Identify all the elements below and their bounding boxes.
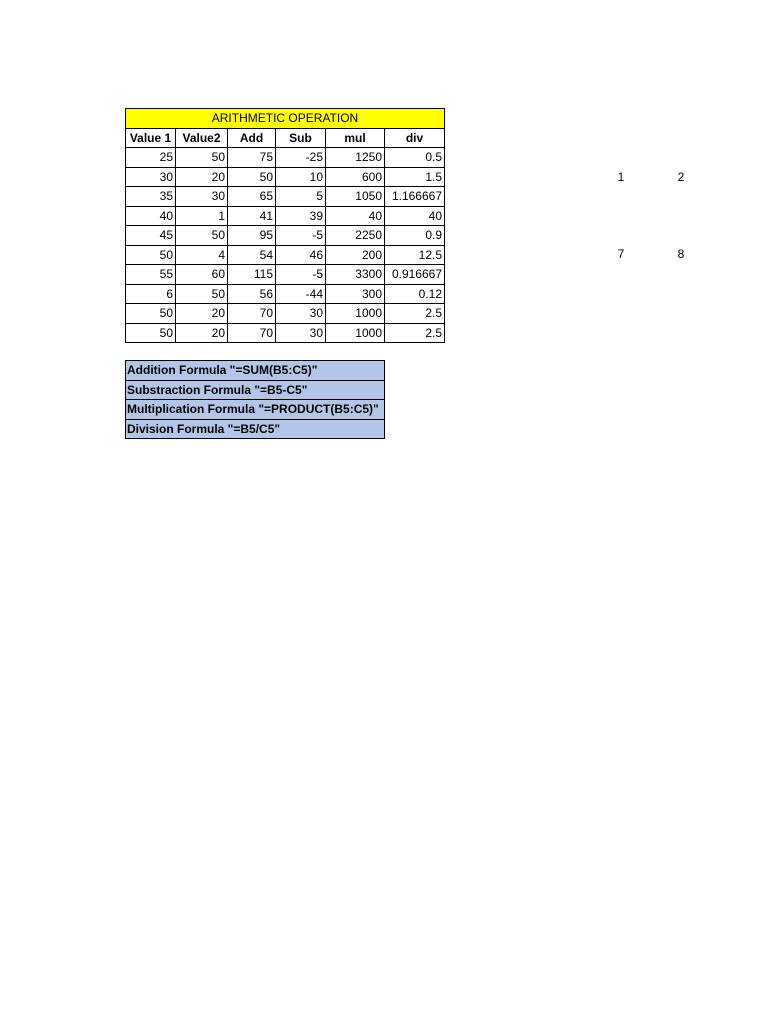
- table-row: [126, 245, 445, 265]
- cell-value2[interactable]: 4: [176, 245, 228, 265]
- stray-cell-value[interactable]: 2: [677, 170, 685, 184]
- formula-row: [126, 361, 385, 381]
- cell-mul[interactable]: 1250: [326, 148, 385, 168]
- cell-sub[interactable]: 5: [276, 187, 326, 207]
- cell-add[interactable]: 41: [228, 206, 276, 226]
- column-header-sub[interactable]: Sub: [276, 128, 326, 148]
- table-row: [126, 284, 445, 304]
- column-header-mul[interactable]: mul: [326, 128, 385, 148]
- cell-mul[interactable]: 2250: [326, 226, 385, 246]
- stray-cell-value[interactable]: 8: [677, 247, 685, 261]
- cell-div[interactable]: 0.9: [385, 226, 445, 246]
- cell-mul[interactable]: 1000: [326, 323, 385, 343]
- column-header-add[interactable]: Add: [228, 128, 276, 148]
- cell-div[interactable]: 12.5: [385, 245, 445, 265]
- cell-sub[interactable]: 46: [276, 245, 326, 265]
- formula-addition[interactable]: Addition Formula "=SUM(B5:C5)": [126, 361, 385, 381]
- cell-value1[interactable]: 45: [126, 226, 176, 246]
- formula-table: [125, 360, 385, 439]
- table-title[interactable]: ARITHMETIC OPERATION: [126, 109, 445, 129]
- table-header-row: [126, 128, 445, 148]
- cell-div[interactable]: 0.12: [385, 284, 445, 304]
- cell-div[interactable]: 1.166667: [385, 187, 445, 207]
- cell-add[interactable]: 56: [228, 284, 276, 304]
- cell-add[interactable]: 95: [228, 226, 276, 246]
- cell-add[interactable]: 54: [228, 245, 276, 265]
- cell-value2[interactable]: 20: [176, 323, 228, 343]
- cell-sub[interactable]: -44: [276, 284, 326, 304]
- cell-value2[interactable]: 50: [176, 148, 228, 168]
- cell-sub[interactable]: 39: [276, 206, 326, 226]
- cell-value1[interactable]: 50: [126, 304, 176, 324]
- cell-div[interactable]: 2.5: [385, 323, 445, 343]
- cell-mul[interactable]: 1050: [326, 187, 385, 207]
- cell-sub[interactable]: 10: [276, 167, 326, 187]
- cell-value1[interactable]: 6: [126, 284, 176, 304]
- cell-value1[interactable]: 50: [126, 245, 176, 265]
- cell-mul[interactable]: 40: [326, 206, 385, 226]
- cell-value2[interactable]: 50: [176, 284, 228, 304]
- cell-value1[interactable]: 40: [126, 206, 176, 226]
- cell-mul[interactable]: 1000: [326, 304, 385, 324]
- cell-value1[interactable]: 30: [126, 167, 176, 187]
- cell-value1[interactable]: 25: [126, 148, 176, 168]
- cell-mul[interactable]: 600: [326, 167, 385, 187]
- column-header-div[interactable]: div: [385, 128, 445, 148]
- table-row: [126, 187, 445, 207]
- cell-div[interactable]: 0.916667: [385, 265, 445, 285]
- cell-add[interactable]: 65: [228, 187, 276, 207]
- cell-div[interactable]: 2.5: [385, 304, 445, 324]
- column-header-value2[interactable]: Value2: [176, 128, 228, 148]
- stray-cell-value[interactable]: 7: [617, 247, 625, 261]
- cell-value2[interactable]: 50: [176, 226, 228, 246]
- cell-value2[interactable]: 30: [176, 187, 228, 207]
- table-row: [126, 323, 445, 343]
- table-row: [126, 206, 445, 226]
- table-row: [126, 148, 445, 168]
- column-header-value1[interactable]: Value 1: [126, 128, 176, 148]
- cell-value1[interactable]: 55: [126, 265, 176, 285]
- table-row: [126, 167, 445, 187]
- cell-value1[interactable]: 35: [126, 187, 176, 207]
- formula-division[interactable]: Division Formula "=B5/C5": [126, 419, 385, 439]
- table-row: [126, 265, 445, 285]
- table-body: [126, 148, 445, 343]
- formula-multiplication[interactable]: Multiplication Formula "=PRODUCT(B5:C5)": [126, 400, 385, 420]
- stray-cell-value[interactable]: 1: [617, 170, 625, 184]
- cell-sub[interactable]: -5: [276, 265, 326, 285]
- cell-div[interactable]: 1.5: [385, 167, 445, 187]
- cell-div[interactable]: 0.5: [385, 148, 445, 168]
- cell-add[interactable]: 70: [228, 323, 276, 343]
- cell-sub[interactable]: 30: [276, 304, 326, 324]
- formula-subtraction[interactable]: Substraction Formula "=B5-C5": [126, 380, 385, 400]
- cell-mul[interactable]: 300: [326, 284, 385, 304]
- cell-add[interactable]: 115: [228, 265, 276, 285]
- cell-sub[interactable]: -5: [276, 226, 326, 246]
- cell-div[interactable]: 40: [385, 206, 445, 226]
- table-row: [126, 226, 445, 246]
- cell-add[interactable]: 75: [228, 148, 276, 168]
- cell-mul[interactable]: 3300: [326, 265, 385, 285]
- cell-sub[interactable]: 30: [276, 323, 326, 343]
- cell-add[interactable]: 50: [228, 167, 276, 187]
- cell-value1[interactable]: 50: [126, 323, 176, 343]
- cell-value2[interactable]: 20: [176, 167, 228, 187]
- formula-row: [126, 400, 385, 420]
- cell-mul[interactable]: 200: [326, 245, 385, 265]
- cell-value2[interactable]: 60: [176, 265, 228, 285]
- formula-row: [126, 380, 385, 400]
- table-row: [126, 304, 445, 324]
- cell-value2[interactable]: 20: [176, 304, 228, 324]
- table-title-row: [126, 109, 445, 129]
- cell-sub[interactable]: -25: [276, 148, 326, 168]
- cell-value2[interactable]: 1: [176, 206, 228, 226]
- cell-add[interactable]: 70: [228, 304, 276, 324]
- formula-row: [126, 419, 385, 439]
- arithmetic-table: [125, 108, 445, 343]
